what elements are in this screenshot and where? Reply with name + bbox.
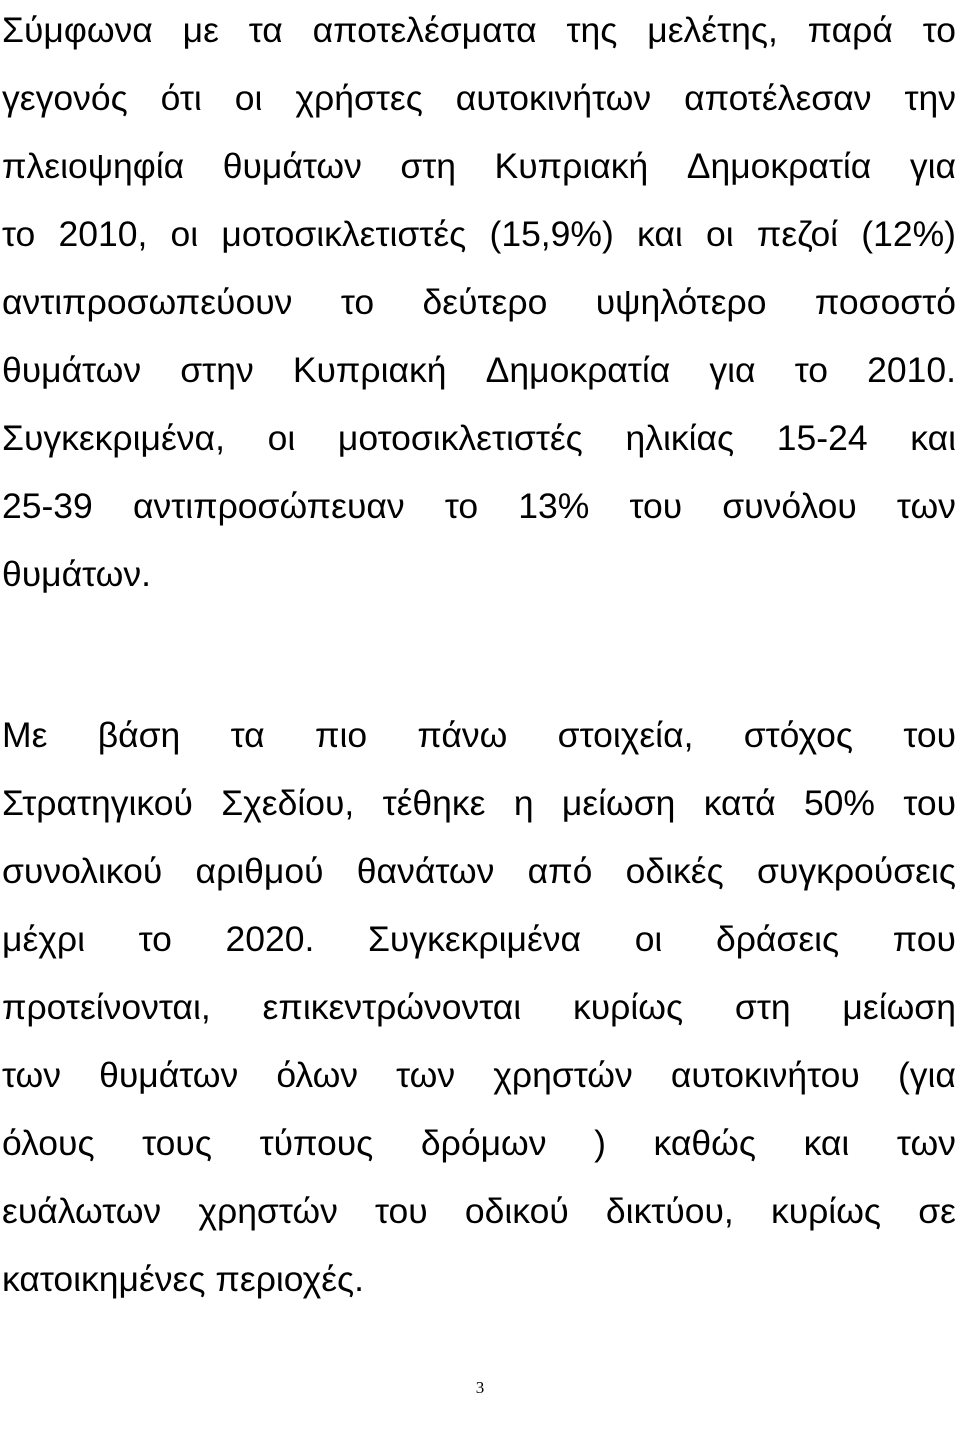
word: των xyxy=(396,1055,456,1095)
word: το xyxy=(922,10,956,50)
text-line xyxy=(2,701,956,769)
word: ευάλωτων xyxy=(2,1191,162,1231)
word: δρόμων xyxy=(420,1123,547,1163)
word: δράσεις xyxy=(715,919,840,959)
word: βάση xyxy=(97,715,181,755)
word: συνόλου xyxy=(722,486,857,526)
word: μοτοσικλετιστές xyxy=(337,418,583,458)
word: και xyxy=(803,1123,850,1163)
text-line xyxy=(2,1109,956,1177)
text-line xyxy=(2,1177,956,1245)
word: μέχρι xyxy=(2,919,85,959)
text-line xyxy=(2,769,956,837)
text-line xyxy=(2,1041,956,1109)
word: οι xyxy=(705,214,734,254)
word: οδικές xyxy=(625,851,724,891)
word: από xyxy=(527,851,593,891)
text-line xyxy=(2,64,956,132)
page-number: 3 xyxy=(475,1378,485,1397)
word: 25-39 xyxy=(2,486,93,526)
word: καθώς xyxy=(653,1123,756,1163)
text-line xyxy=(2,973,956,1041)
word: το xyxy=(2,214,36,254)
word: πάνω xyxy=(417,715,508,755)
word: Δημοκρατία xyxy=(485,350,671,390)
word: όλων xyxy=(276,1055,359,1095)
word: χρήστες xyxy=(295,78,423,118)
word: στην xyxy=(180,350,254,390)
word: τα xyxy=(230,715,265,755)
word: αντιπροσωπεύουν xyxy=(2,282,293,322)
text-line xyxy=(2,0,956,64)
word: του xyxy=(375,1191,428,1231)
word: δεύτερο xyxy=(422,282,548,322)
word: 50% xyxy=(803,783,875,823)
word: θυμάτων. xyxy=(2,554,151,594)
word: του xyxy=(629,486,683,526)
word: το xyxy=(444,486,479,526)
word: θανάτων xyxy=(356,851,495,891)
text-line xyxy=(2,540,956,608)
paragraph-2 xyxy=(2,701,956,1313)
word: μοτοσικλετιστές xyxy=(221,214,467,254)
word: που xyxy=(892,919,956,959)
word: του xyxy=(903,715,956,755)
word: Κυπριακή xyxy=(494,146,649,186)
word: τους xyxy=(142,1123,212,1163)
word: συνολικού xyxy=(2,851,163,891)
word: (για xyxy=(897,1055,956,1095)
word: 2010, xyxy=(58,214,148,254)
word: προτείνονται, xyxy=(2,987,211,1027)
word: 15-24 xyxy=(776,418,868,458)
word: περιοχές. xyxy=(215,1259,365,1299)
word: τέθηκε xyxy=(382,783,486,823)
word: (12%) xyxy=(861,214,956,254)
word: για xyxy=(909,146,956,186)
word: το xyxy=(138,919,172,959)
text-line xyxy=(2,268,956,336)
word: αποτέλεσαν xyxy=(684,78,872,118)
word: ) xyxy=(594,1123,606,1163)
word: στόχος xyxy=(743,715,854,755)
word: Σύμφωνα xyxy=(2,10,153,50)
word: μείωση xyxy=(561,783,676,823)
word: ηλικίας xyxy=(625,418,735,458)
word: τύπους xyxy=(259,1123,374,1163)
word: των xyxy=(2,1055,61,1095)
word: Σχεδίου, xyxy=(221,783,355,823)
word: (15,9%) xyxy=(489,214,614,254)
word: με xyxy=(182,10,219,50)
word: οι xyxy=(634,919,663,959)
word: το xyxy=(794,350,828,390)
word: κυρίως xyxy=(573,987,684,1027)
word: το xyxy=(340,282,375,322)
word: αυτοκινήτου xyxy=(670,1055,860,1095)
word: συγκρούσεις xyxy=(757,851,956,891)
word: των xyxy=(896,1123,956,1163)
word: κατά xyxy=(703,783,776,823)
word: η xyxy=(513,783,534,823)
word: σε xyxy=(918,1191,956,1231)
word: μελέτης, xyxy=(647,10,778,50)
word: κατοικημένες xyxy=(2,1259,206,1299)
word: πεζοί xyxy=(756,214,839,254)
word: όλους xyxy=(2,1123,95,1163)
word: 2010. xyxy=(867,350,956,390)
word: επικεντρώνονται xyxy=(262,987,522,1027)
word: και xyxy=(637,214,683,254)
word: θυμάτων xyxy=(99,1055,239,1095)
word: μείωση xyxy=(842,987,956,1027)
text-line xyxy=(2,404,956,472)
word: οι xyxy=(267,418,296,458)
word: της xyxy=(566,10,618,50)
word: Δημοκρατία xyxy=(686,146,872,186)
word: οι xyxy=(234,78,263,118)
word: χρηστών xyxy=(493,1055,633,1095)
word: δικτύου, xyxy=(605,1191,734,1231)
word: στη xyxy=(400,146,457,186)
word: Με xyxy=(2,715,48,755)
word: στη xyxy=(734,987,791,1027)
text-line xyxy=(2,905,956,973)
text-line xyxy=(2,472,956,540)
word: Κυπριακή xyxy=(292,350,447,390)
word: τα xyxy=(248,10,283,50)
word: πλειοψηφία xyxy=(2,146,185,186)
word: αποτελέσματα xyxy=(312,10,537,50)
text-line xyxy=(2,336,956,404)
word: 13% xyxy=(518,486,590,526)
word: υψηλότερο xyxy=(595,282,767,322)
word: του xyxy=(903,783,956,823)
word: οι xyxy=(170,214,199,254)
text-line xyxy=(2,1245,956,1313)
word: στοιχεία, xyxy=(557,715,694,755)
text-line xyxy=(2,200,956,268)
word: Συγκεκριμένα xyxy=(367,919,582,959)
word: πιο xyxy=(314,715,368,755)
word: των xyxy=(896,486,956,526)
word: οδικού xyxy=(464,1191,569,1231)
word: χρηστών xyxy=(198,1191,338,1231)
word: ποσοστό xyxy=(814,282,956,322)
word: και xyxy=(910,418,956,458)
text-line xyxy=(2,132,956,200)
word: την xyxy=(904,78,956,118)
word: θυμάτων xyxy=(2,350,142,390)
word: 2020. xyxy=(225,919,315,959)
word: θυμάτων xyxy=(222,146,362,186)
paragraph-1 xyxy=(2,0,956,608)
word: Συγκεκριμένα, xyxy=(2,418,225,458)
word: για xyxy=(709,350,756,390)
word: αυτοκινήτων xyxy=(455,78,652,118)
word: παρά xyxy=(807,10,893,50)
word: ότι xyxy=(160,78,202,118)
word: αριθμού xyxy=(195,851,324,891)
word: κυρίως xyxy=(770,1191,882,1231)
word: Στρατηγικού xyxy=(2,783,193,823)
word: αντιπροσώπευαν xyxy=(132,486,405,526)
word: γεγονός xyxy=(2,78,128,118)
text-line xyxy=(2,837,956,905)
